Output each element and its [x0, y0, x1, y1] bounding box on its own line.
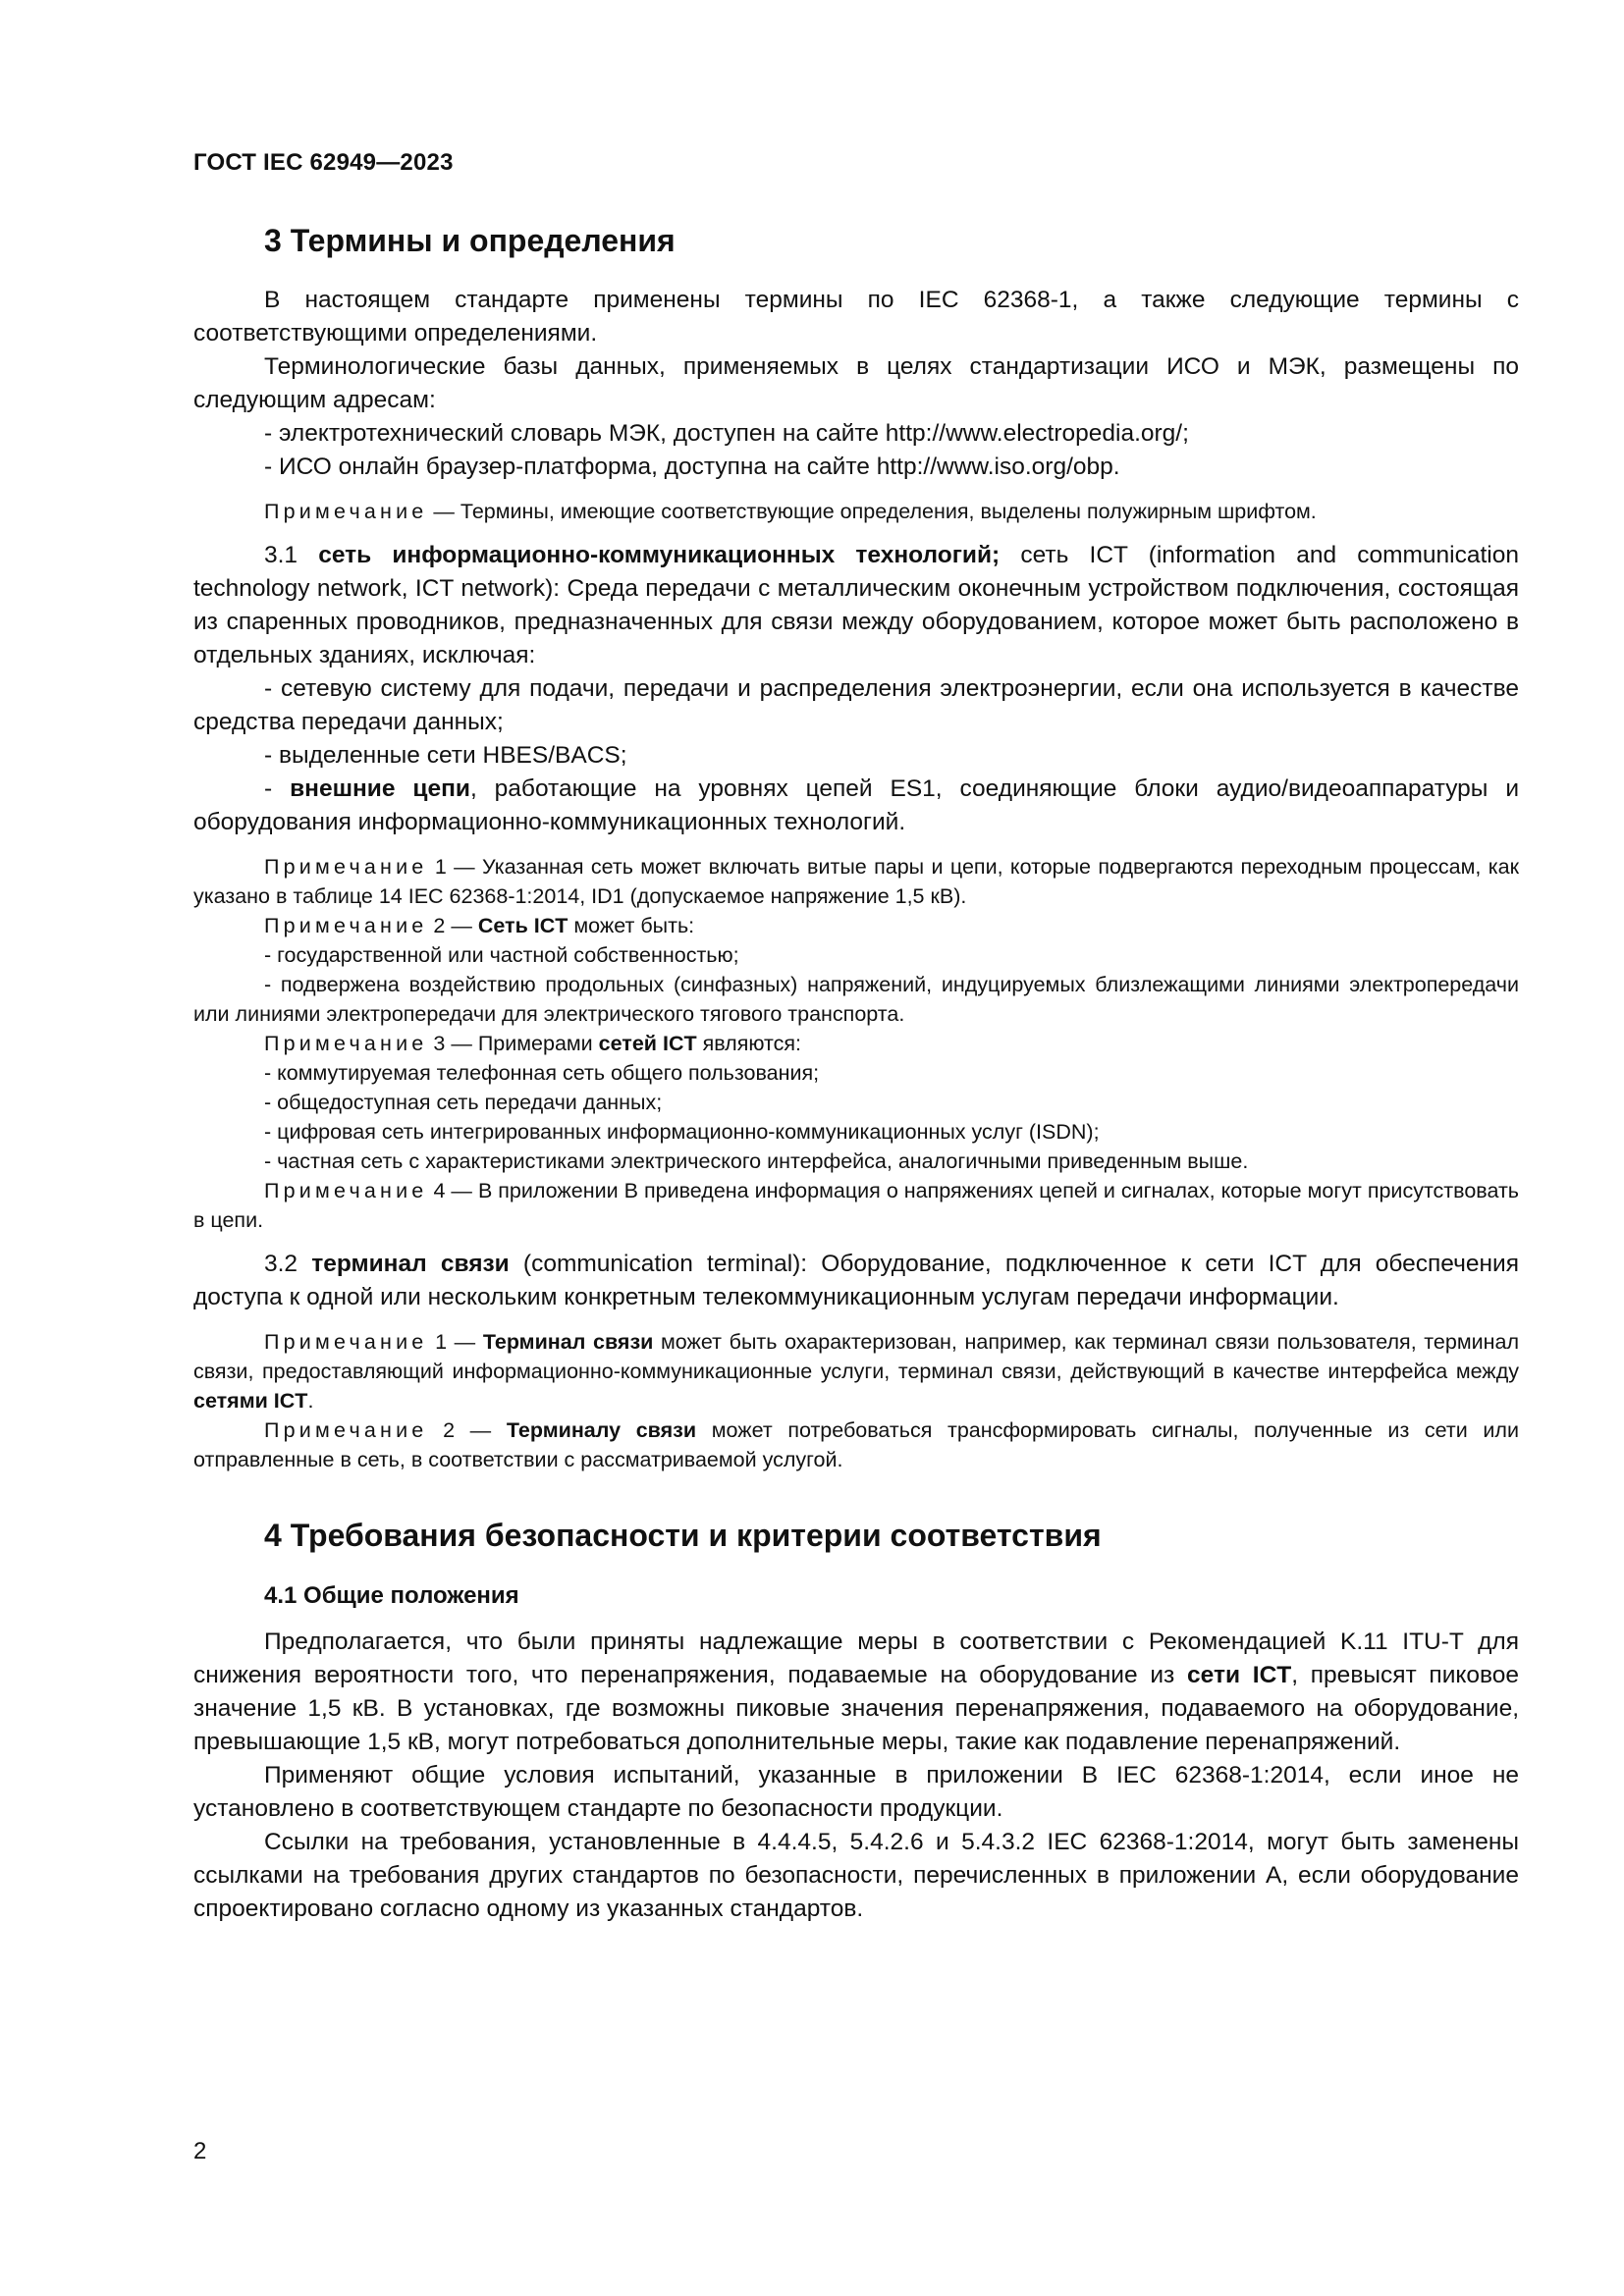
document-body: [193, 221, 1519, 1926]
note-list-item: - подвержена воздействию продольных (синфазных) напряжений, индуцируемых близлежащими линиями электропередачи или линиями электропередачи для электрического тягового транспорта.: [193, 973, 1519, 1026]
section-3-heading: 3 Термины и определения: [264, 223, 676, 258]
list-item: - сетевую систему для подачи, передачи и распределения электроэнергии, если она используется в качестве средства передачи данных;: [193, 675, 1519, 735]
paragraph: Применяют общие условия испытаний, указанные в приложении B IEC 62368-1:2014, если иное не установлено в соответствующем стандарте по безопасности продукции.: [193, 1762, 1519, 1822]
note: Примечание — Термины, имеющие соответствующие определения, выделены полужирным шрифтом.: [264, 500, 1317, 523]
paragraph: Предполагается, что были приняты надлежащие меры в соответствии с Рекомендацией K.11 ITU-T для снижения вероятности того, что перенапряжения, подаваемые на оборудование из сети ICT, превысят пиковое значение 1,5 кВ. В установках, где возможны пиковые значения перенапряжения, подаваемого на оборудование, превышающие 1,5 кВ, могут потребоваться дополнительные меры, такие как подавление перенапряжений.: [193, 1629, 1519, 1755]
note-list-item: - государственной или частной собственностью;: [264, 943, 739, 967]
note: Примечание 1 — Терминал связи может быть охарактеризован, например, как терминал связи пользователя, терминал связи, предоставляющий информационно-коммуникационные услуги, терминал связи, действующий в качестве интерфейса между сетями ICT.: [193, 1330, 1519, 1413]
page-number: 2: [193, 2138, 207, 2164]
note-list-item: - общедоступная сеть передачи данных;: [264, 1091, 663, 1114]
section-4-heading: 4 Требования безопасности и критерии соответствия: [264, 1518, 1102, 1553]
paragraph: В настоящем стандарте применены термины по IEC 62368-1, а также следующие термины с соответствующими определениями.: [193, 287, 1519, 347]
term-3-1: 3.1 сеть информационно-коммуникационных технологий; сеть ICT (information and communication technology network, ICT network): Среда передачи с металлическим оконечным устройством подключения, состоящая из спаренных проводников, предназначенных для связи между оборудованием, которое может быть расположено в отдельных зданиях, исключая:: [193, 542, 1519, 668]
paragraph: Терминологические базы данных, применяемых в целях стандартизации ИСО и МЭК, размещены по следующим адресам:: [193, 353, 1519, 413]
note: Примечание 2 — Сеть ICT может быть:: [264, 914, 695, 937]
subsection-4-1-heading: 4.1 Общие положения: [264, 1582, 519, 1609]
term-name: сеть информационно-коммуникационных технологий;: [318, 542, 1001, 568]
list-item: - внешние цепи, работающие на уровнях цепей ES1, соединяющие блоки аудио/видеоаппаратуры и оборудования информационно-коммуникационных технологий.: [193, 775, 1520, 835]
document-header: ГОСТ IEC 62949—2023: [193, 149, 454, 176]
note: Примечание 4 — В приложении В приведена информация о напряжениях цепей и сигналах, которые могут присутствовать в цепи.: [193, 1179, 1519, 1232]
list-item: - ИСО онлайн браузер-платформа, доступна на сайте http://www.iso.org/obp.: [264, 454, 1120, 480]
note: Примечание 3 — Примерами сетей ICT являются:: [264, 1032, 801, 1055]
note-list-item: - частная сеть с характеристиками электрического интерфейса, аналогичными приведенным выше.: [264, 1149, 1249, 1173]
note-list-item: - коммутируемая телефонная сеть общего пользования;: [264, 1061, 820, 1085]
list-item: - выделенные сети HBES/BACS;: [264, 742, 627, 769]
list-item: - электротехнический словарь МЭК, доступен на сайте http://www.electropedia.org/;: [264, 420, 1189, 447]
note: Примечание 2 — Терминалу связи может потребоваться трансформировать сигналы, полученные из сети или отправленные в сеть, в соответствии с рассматриваемой услугой.: [193, 1418, 1519, 1471]
paragraph: Ссылки на требования, установленные в 4.4.4.5, 5.4.2.6 и 5.4.3.2 IEC 62368-1:2014, могут быть заменены ссылками на требования других стандартов по безопасности, перечисленных в приложении А, если оборудование спроектировано согласно одному из указанных стандартов.: [193, 1829, 1519, 1922]
note: Примечание 1 — Указанная сеть может включать витые пары и цепи, которые подвергаются переходным процессам, как указано в таблице 14 IEC 62368-1:2014, ID1 (допускаемое напряжение 1,5 кВ).: [193, 855, 1519, 908]
term-3-2: 3.2 терминал связи (communication terminal): Оборудование, подключенное к сети ICT для обеспечения доступа к одной или нескольким конкретным телекоммуникационным услугам передачи информации.: [193, 1251, 1519, 1310]
note-list-item: - цифровая сеть интегрированных информационно-коммуникационных услуг (ISDN);: [264, 1120, 1100, 1144]
term-name: терминал связи: [311, 1251, 510, 1277]
note-label: Примечание: [264, 500, 428, 523]
